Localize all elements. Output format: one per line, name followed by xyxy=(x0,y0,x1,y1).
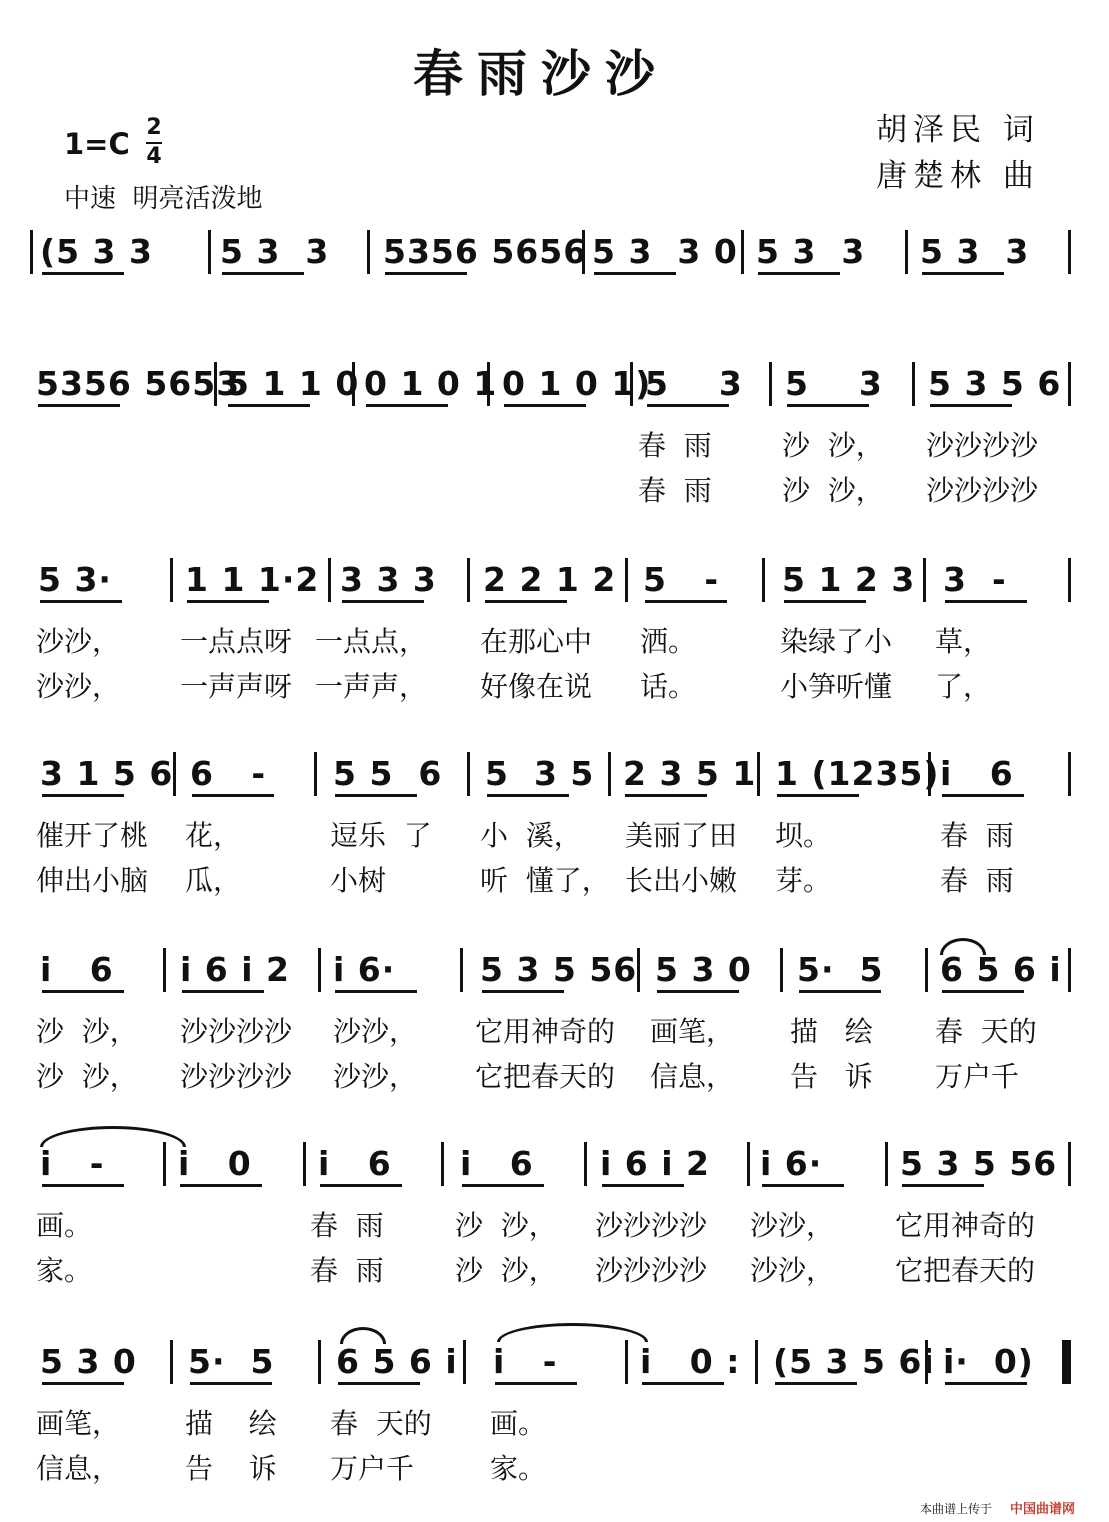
beam-line xyxy=(42,794,124,797)
beam-line xyxy=(945,600,1027,603)
lyric-verse-2: 一声声， xyxy=(315,670,428,703)
lyric-verse-2: 小树 xyxy=(330,864,387,897)
lyric-verse-1: 描 绘 xyxy=(790,1015,873,1048)
measure-notes: 5 3 0 xyxy=(655,950,752,989)
measure-notes: 5 3· xyxy=(38,560,112,599)
barline xyxy=(1068,752,1071,796)
measure-notes: 1 1 1·2 xyxy=(185,560,320,599)
barline xyxy=(467,558,470,602)
measure-notes: i - xyxy=(493,1342,558,1381)
measure-notes: 3 - xyxy=(943,560,1007,599)
lyric-verse-1: 染绿了小 xyxy=(780,625,893,658)
lyric-verse-1: 沙沙沙沙 xyxy=(180,1015,293,1048)
lyric-verse-1: 画笔， xyxy=(36,1407,121,1440)
lyric-verse-2: 长出小嫩 xyxy=(625,864,738,897)
tie-slur xyxy=(940,938,986,955)
lyric-verse-2: 沙沙， xyxy=(36,670,121,703)
measure-notes: 2 3 5 1 xyxy=(623,754,757,793)
tie-slur xyxy=(340,1327,386,1344)
footer-site-logo: 中国曲谱网 xyxy=(1010,1502,1076,1517)
barline xyxy=(467,752,470,796)
barline xyxy=(163,1142,166,1186)
barline xyxy=(303,1142,306,1186)
measure-notes: 5 1 1 0 xyxy=(226,364,360,403)
measure-notes: 5· 5 xyxy=(797,950,884,989)
lyric-verse-2: 沙沙， xyxy=(333,1060,418,1093)
beam-line xyxy=(504,404,586,407)
barline xyxy=(460,948,463,992)
beam-line xyxy=(180,1184,262,1187)
measure-notes: 5 5 6 xyxy=(333,754,443,793)
beam-line xyxy=(385,272,467,275)
beam-line xyxy=(42,1382,124,1385)
barline xyxy=(441,1142,444,1186)
measure-notes: 5 3 3 xyxy=(920,232,1030,271)
measure-notes: i 6· xyxy=(333,950,396,989)
barline xyxy=(1068,558,1071,602)
measure-notes: i 6 xyxy=(318,1144,392,1183)
barline xyxy=(755,1340,758,1384)
measure-notes: i 6 xyxy=(940,754,1014,793)
barline xyxy=(208,230,211,274)
lyric-verse-1: 春 雨 xyxy=(638,429,712,462)
measure-notes: 6 - xyxy=(190,754,267,793)
beam-line xyxy=(190,1382,272,1385)
beam-line xyxy=(602,1184,684,1187)
beam-line xyxy=(642,1382,724,1385)
barline xyxy=(318,948,321,992)
barline xyxy=(912,362,915,406)
beam-line xyxy=(40,600,122,603)
lyric-verse-1: 沙沙， xyxy=(36,625,121,658)
lyric-verse-2: 瓜， xyxy=(185,864,242,897)
barline xyxy=(637,948,640,992)
barline xyxy=(318,1340,321,1384)
measure-notes: i - xyxy=(40,1144,105,1183)
song-title: 春雨沙沙 xyxy=(413,44,669,103)
lyric-verse-1: 花， xyxy=(185,819,242,852)
measure-notes: i 6 xyxy=(40,950,114,989)
beam-line xyxy=(942,990,1024,993)
beam-line xyxy=(775,1382,857,1385)
lyric-verse-2: 沙沙， xyxy=(750,1254,835,1287)
barline xyxy=(584,1142,587,1186)
beam-line xyxy=(335,990,417,993)
lyric-verse-1: 画。 xyxy=(36,1209,93,1242)
measure-notes: 6 5 6 i xyxy=(940,950,1062,989)
lyric-verse-1: 描 绘 xyxy=(185,1407,277,1440)
barline xyxy=(885,1142,888,1186)
beam-line xyxy=(657,990,739,993)
beam-line xyxy=(758,272,840,275)
lyric-verse-2: 告 诉 xyxy=(790,1060,873,1093)
lyric-verse-1: 一点点呀 xyxy=(180,625,293,658)
beam-line xyxy=(787,404,869,407)
tie-slur xyxy=(497,1323,648,1342)
beam-line xyxy=(777,794,859,797)
lyric-verse-1: 催开了桃 xyxy=(36,819,149,852)
measure-notes: 5 3 xyxy=(645,364,743,403)
final-barline xyxy=(1062,1340,1068,1384)
lyric-verse-1: 春 雨 xyxy=(310,1209,384,1242)
measure-notes: 5 3 3 0 xyxy=(592,232,738,271)
measure-notes: 5 3 xyxy=(785,364,883,403)
measure-notes: (5 3 3 xyxy=(40,232,153,271)
lyric-verse-2: 沙 沙， xyxy=(36,1060,138,1093)
lyric-verse-2: 沙沙沙沙 xyxy=(180,1060,293,1093)
beam-line xyxy=(228,404,310,407)
lyric-verse-1: 春 雨 xyxy=(940,819,1014,852)
lyric-verse-1: 它用神奇的 xyxy=(895,1209,1036,1242)
lyric-verse-2: 万户千 xyxy=(935,1060,1020,1093)
lyric-verse-2: 沙沙沙沙 xyxy=(926,474,1039,507)
lyricist-credit: 胡泽民 词 xyxy=(876,112,1040,148)
measure-notes: i 0 xyxy=(178,1144,252,1183)
measure-notes: 5 3 5 6 xyxy=(928,364,1062,403)
lyric-verse-1: 坝。 xyxy=(775,819,832,852)
barline xyxy=(762,558,765,602)
lyric-verse-1: 春 天的 xyxy=(330,1407,432,1440)
barline xyxy=(780,948,783,992)
lyric-verse-2: 万户千 xyxy=(330,1452,415,1485)
barline xyxy=(170,1340,173,1384)
barline xyxy=(463,1340,466,1384)
lyric-verse-1: 沙沙沙沙 xyxy=(595,1209,708,1242)
measure-notes: 3 1 5 6 xyxy=(40,754,174,793)
lyric-verse-1: 沙沙， xyxy=(333,1015,418,1048)
measure-notes: 5· 5 xyxy=(188,1342,275,1381)
beam-line xyxy=(485,600,567,603)
measure-notes: 0 1 0 1 xyxy=(364,364,498,403)
lyric-verse-1: 沙沙沙沙 xyxy=(926,429,1039,462)
lyric-verse-2: 春 雨 xyxy=(638,474,712,507)
lyric-verse-1: 画笔， xyxy=(650,1015,735,1048)
beam-line xyxy=(922,272,1004,275)
barline xyxy=(905,230,908,274)
measure-notes: 0 1 0 1) xyxy=(502,364,652,403)
measure-notes: 2 2 1 2 xyxy=(483,560,617,599)
measure-notes: 5 1 2 3 xyxy=(782,560,916,599)
beam-line xyxy=(320,1184,402,1187)
beam-line xyxy=(647,404,729,407)
barline xyxy=(1068,230,1071,274)
barline xyxy=(173,752,176,796)
beam-line xyxy=(482,990,564,993)
beam-line xyxy=(487,794,569,797)
beam-line xyxy=(594,272,676,275)
beam-line xyxy=(902,1184,984,1187)
lyric-verse-2: 春 雨 xyxy=(940,864,1014,897)
measure-notes: 3 3 3 xyxy=(340,560,437,599)
barline xyxy=(314,752,317,796)
measure-notes: 5356 5653 xyxy=(36,364,241,403)
beam-line xyxy=(192,794,274,797)
barline xyxy=(1068,362,1071,406)
measure-notes: 5 3 5 xyxy=(485,754,595,793)
lyric-verse-2: 信息， xyxy=(36,1452,121,1485)
barline xyxy=(747,1142,750,1186)
barline xyxy=(923,558,926,602)
measure-notes: 5 3 5 56 xyxy=(900,1144,1058,1183)
barline xyxy=(367,230,370,274)
lyric-verse-2: 它把春天的 xyxy=(475,1060,616,1093)
barline xyxy=(741,230,744,274)
beam-line xyxy=(366,404,448,407)
beam-line xyxy=(762,1184,844,1187)
measure-notes: 5 3 3 xyxy=(220,232,330,271)
beam-line xyxy=(42,1184,124,1187)
barline xyxy=(1068,948,1071,992)
lyric-verse-1: 小 溪， xyxy=(480,819,582,852)
barline xyxy=(608,752,611,796)
lyric-verse-2: 春 雨 xyxy=(310,1254,384,1287)
lyric-verse-2: 话。 xyxy=(640,670,697,703)
lyric-verse-2: 听 懂了， xyxy=(480,864,610,897)
barline xyxy=(625,558,628,602)
barline xyxy=(625,1340,628,1384)
beam-line xyxy=(784,600,866,603)
lyric-verse-2: 好像在说 xyxy=(480,670,593,703)
barline xyxy=(1068,1340,1071,1384)
beam-line xyxy=(495,1382,577,1385)
measure-notes: i 6 i 2 xyxy=(180,950,291,989)
measure-notes: 5356 5656 xyxy=(383,232,588,271)
measure-notes: i 0 : xyxy=(640,1342,741,1381)
lyric-verse-2: 伸出小脑 xyxy=(36,864,149,897)
lyric-verse-2: 它把春天的 xyxy=(895,1254,1036,1287)
lyric-verse-1: 美丽了田 xyxy=(625,819,738,852)
footer-upload-text: 本曲谱上传于 xyxy=(920,1502,993,1516)
lyric-verse-2: 芽。 xyxy=(775,864,832,897)
composer-credit: 唐楚林 曲 xyxy=(876,158,1040,194)
beam-line xyxy=(942,794,1024,797)
measure-notes: i 6 xyxy=(460,1144,534,1183)
measure-notes: 5 3 5 56 xyxy=(480,950,638,989)
lyric-verse-2: 沙 沙， xyxy=(782,474,884,507)
beam-line xyxy=(42,272,124,275)
beam-line xyxy=(930,404,1012,407)
lyric-verse-1: 一点点， xyxy=(315,625,428,658)
lyric-verse-2: 一声声呀 xyxy=(180,670,293,703)
lyric-verse-2: 家。 xyxy=(490,1452,547,1485)
time-signature-denominator: 4 xyxy=(146,144,162,169)
barline xyxy=(925,948,928,992)
barline xyxy=(30,230,33,274)
beam-line xyxy=(342,600,424,603)
tempo-marking: 中速 明亮活泼地 xyxy=(64,184,263,214)
beam-line xyxy=(462,1184,544,1187)
measure-notes: (5 3 5 6i xyxy=(773,1342,935,1381)
lyric-verse-2: 沙 沙， xyxy=(455,1254,557,1287)
lyric-verse-1: 洒。 xyxy=(640,625,697,658)
barline xyxy=(1068,1142,1071,1186)
barline xyxy=(328,558,331,602)
lyric-verse-1: 沙 沙， xyxy=(36,1015,138,1048)
beam-line xyxy=(799,990,881,993)
beam-line xyxy=(182,990,264,993)
beam-line xyxy=(222,272,304,275)
barline xyxy=(170,558,173,602)
beam-line xyxy=(187,600,269,603)
lyric-verse-2: 了， xyxy=(935,670,992,703)
lyric-verse-2: 家。 xyxy=(36,1254,93,1287)
key-signature: 1=C xyxy=(64,127,130,161)
lyric-verse-2: 告 诉 xyxy=(185,1452,277,1485)
lyric-verse-1: 沙沙， xyxy=(750,1209,835,1242)
measure-notes: 1 (1235) xyxy=(775,754,940,793)
measure-notes: 5 3 3 xyxy=(756,232,866,271)
lyric-verse-1: 沙 沙， xyxy=(455,1209,557,1242)
measure-notes: i 6 i 2 xyxy=(600,1144,711,1183)
measure-notes: 5 3 0 xyxy=(40,1342,137,1381)
barline xyxy=(163,948,166,992)
lyric-verse-1: 草， xyxy=(935,625,992,658)
time-signature-numerator: 2 xyxy=(146,115,162,140)
lyric-verse-1: 沙 沙， xyxy=(782,429,884,462)
lyric-verse-2: 小笋听懂 xyxy=(780,670,893,703)
lyric-verse-1: 它用神奇的 xyxy=(475,1015,616,1048)
beam-line xyxy=(945,1382,1027,1385)
barline xyxy=(769,362,772,406)
beam-line xyxy=(625,794,707,797)
lyric-verse-2: 沙沙沙沙 xyxy=(595,1254,708,1287)
lyric-verse-2: 信息， xyxy=(650,1060,735,1093)
barline xyxy=(757,752,760,796)
measure-notes: 6 5 6 i xyxy=(336,1342,458,1381)
lyric-verse-1: 逗乐 了 xyxy=(330,819,432,852)
measure-notes: i· 0) xyxy=(943,1342,1034,1381)
measure-notes: i 6· xyxy=(760,1144,823,1183)
lyric-verse-1: 画。 xyxy=(490,1407,547,1440)
beam-line xyxy=(645,600,727,603)
lyric-verse-1: 春 天的 xyxy=(935,1015,1037,1048)
beam-line xyxy=(38,404,120,407)
lyric-verse-1: 在那心中 xyxy=(480,625,593,658)
beam-line xyxy=(335,794,417,797)
measure-notes: 5 - xyxy=(643,560,720,599)
beam-line xyxy=(338,1382,420,1385)
tie-slur xyxy=(40,1126,186,1147)
beam-line xyxy=(42,990,124,993)
